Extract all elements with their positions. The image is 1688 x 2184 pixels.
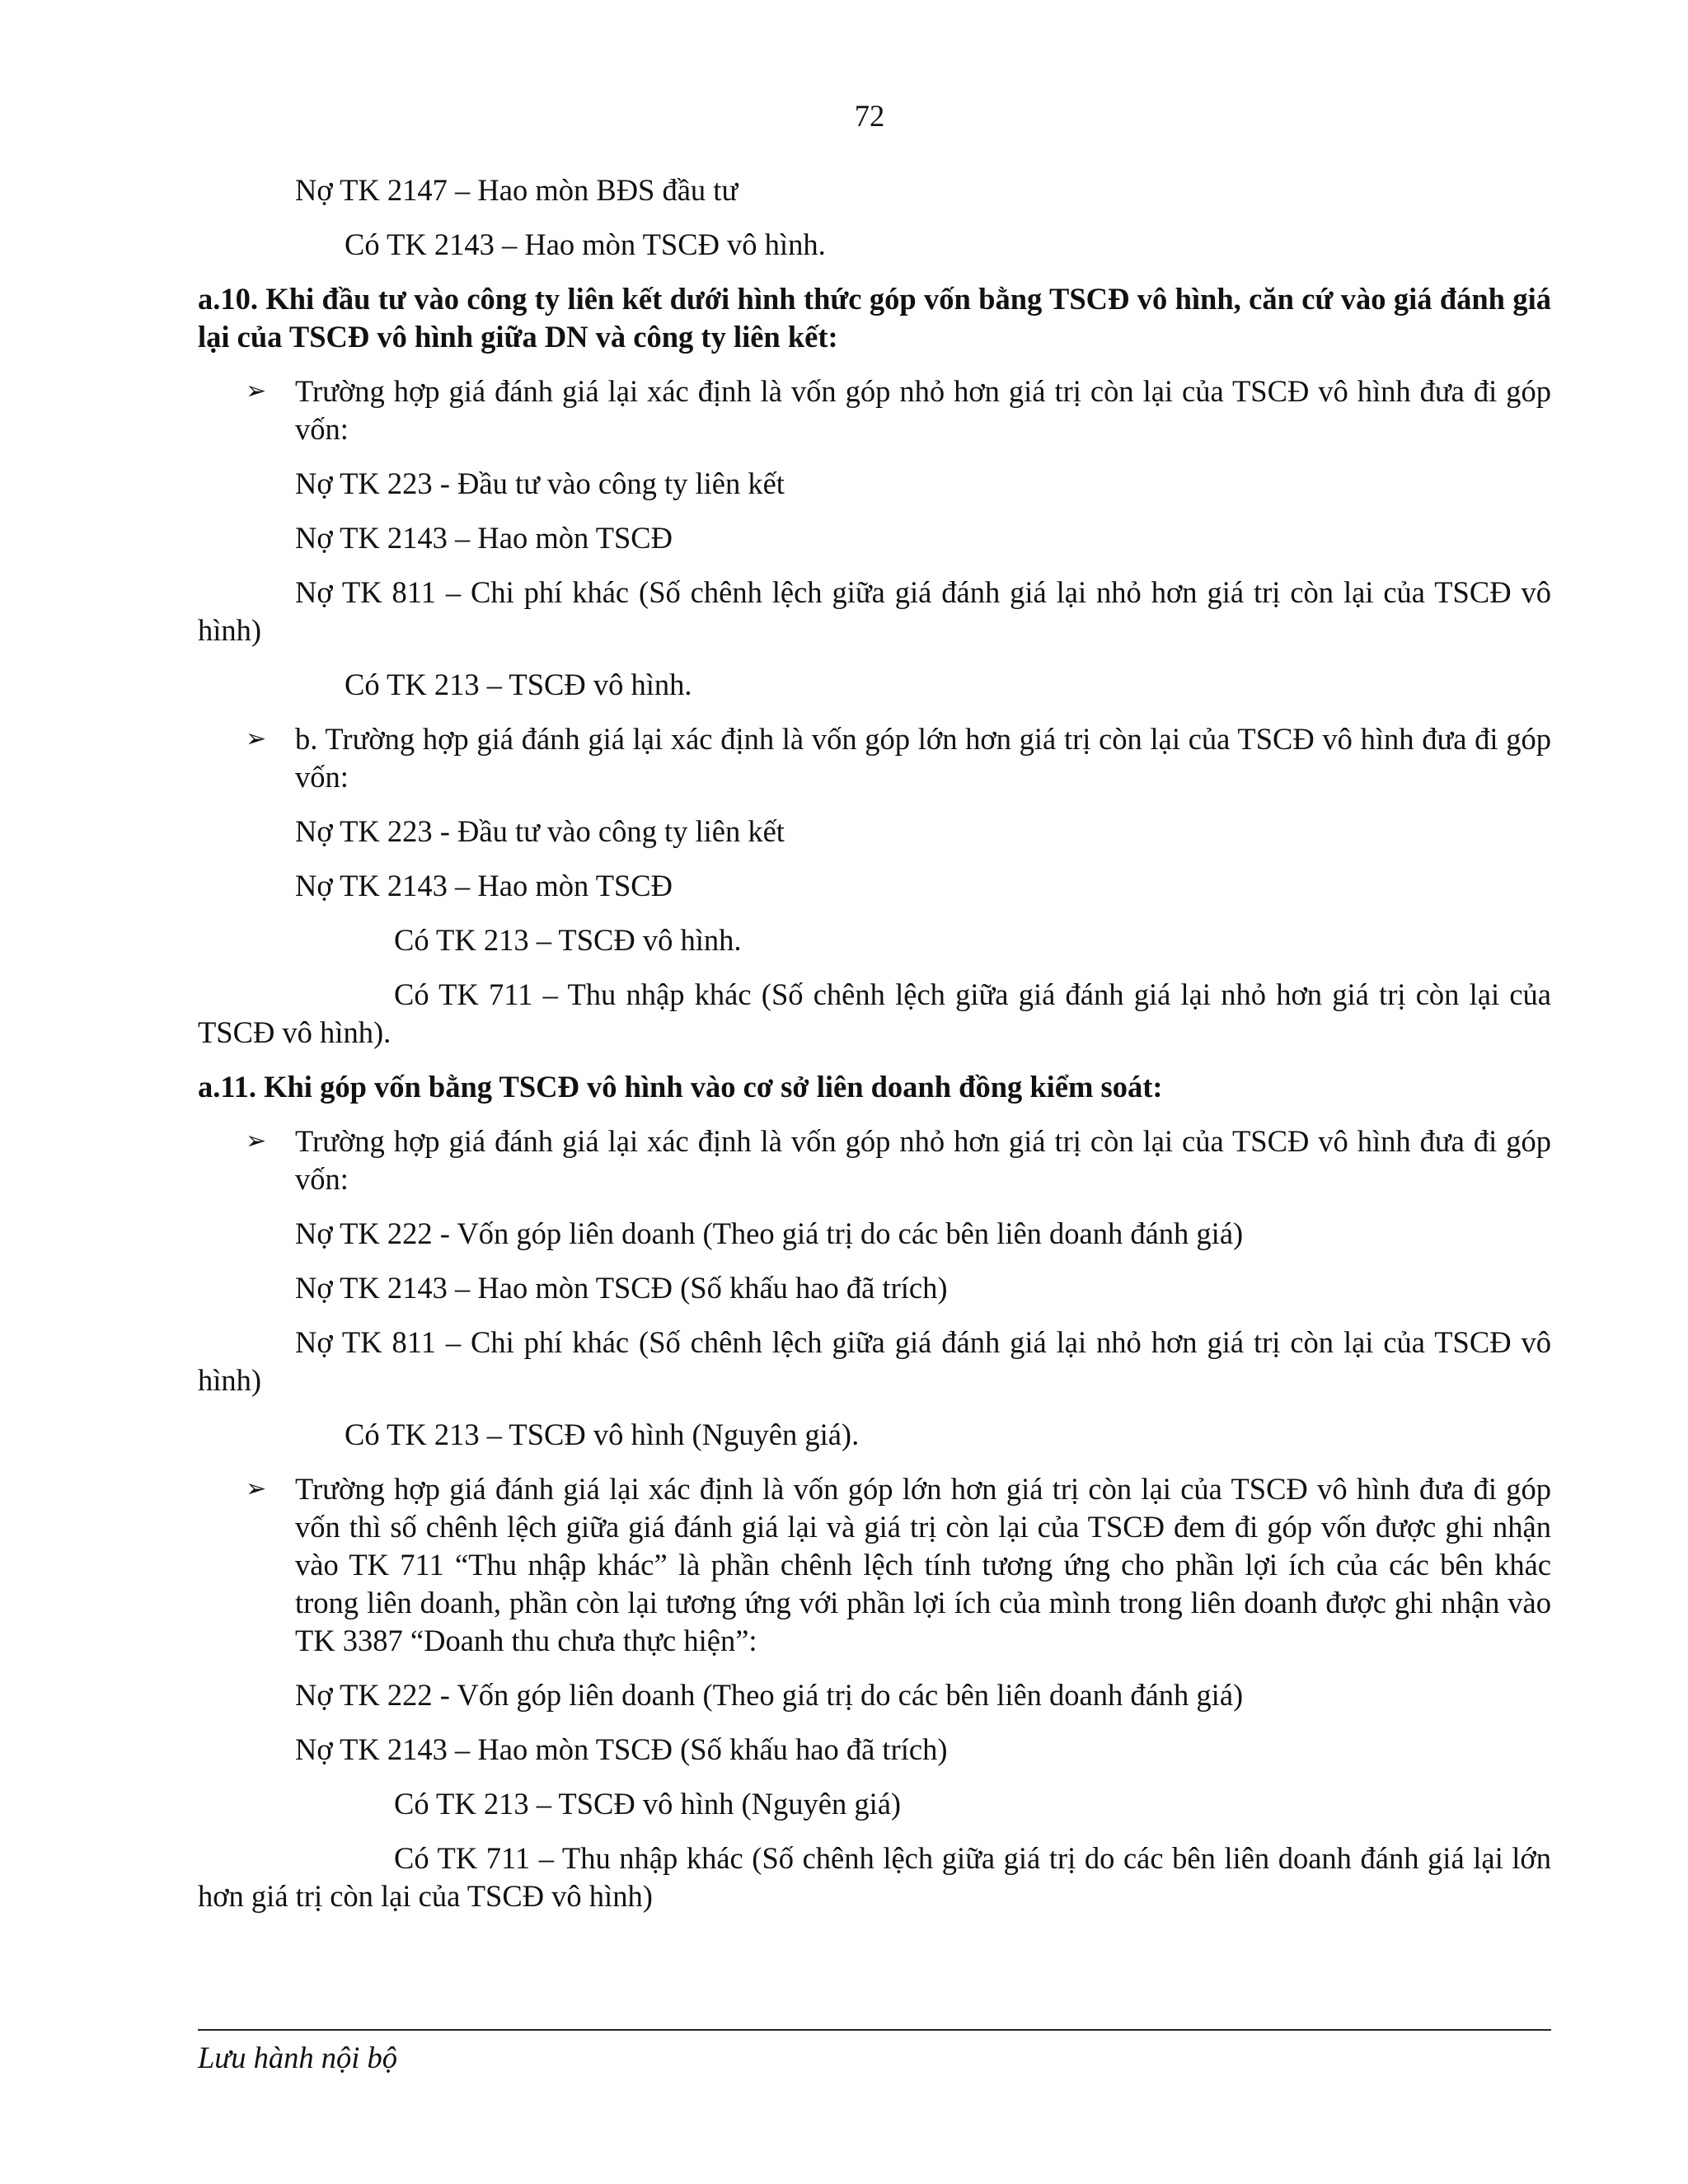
entry-line: Nợ TK 2143 – Hao mòn TSCĐ (Số khấu hao đã trích) [295,1271,948,1305]
entry-line: Có TK 213 – TSCĐ vô hình (Nguyên giá) [394,1787,902,1821]
arrow-bullet-icon: ➢ [246,377,267,405]
entry-line: Nợ TK 223 - Đầu tư vào công ty liên kết [295,814,785,848]
footer-text: Lưu hành nội bộ [198,2041,397,2074]
bullet-text: Trường hợp giá đánh giá lại xác định là vốn góp lớn hơn giá trị còn lại của TSCĐ vô hình đưa đi góp vốn thì số chênh lệch giữa giá đánh giá lại và giá trị còn lại của TSCĐ đem đi góp vốn được ghi nhận vào TK 711 “Thu nhập khác” là phần chênh lệch tính tương ứng cho phần lợi ích của các bên khác trong liên doanh, phần còn lại tương ứng với phần lợi ích của mình trong liên doanh được ghi nhận vào TK 3387 “Doanh thu chưa thực hiện”: [295,1472,1551,1657]
entry-line: Có TK 213 – TSCĐ vô hình (Nguyên giá). [345,1418,860,1451]
bullet-text: Trường hợp giá đánh giá lại xác định là vốn góp nhỏ hơn giá trị còn lại của TSCĐ vô hình đưa đi góp vốn: [295,374,1551,446]
entry-line: Nợ TK 2143 – Hao mòn TSCĐ [295,521,673,555]
entry-line: Nợ TK 811 – Chi phí khác (Số chênh lệch giữa giá đánh giá lại nhỏ hơn giá trị còn lại của TSCĐ vô hình) [198,1325,1551,1397]
entry-line: Nợ TK 2147 – Hao mòn BĐS đầu tư [295,173,738,207]
arrow-bullet-icon: ➢ [246,1127,267,1155]
bullet-text: b. Trường hợp giá đánh giá lại xác định là vốn góp lớn hơn giá trị còn lại của TSCĐ vô hình đưa đi góp vốn: [295,722,1551,794]
bullet-item [198,373,1551,448]
footer-divider [198,2029,1551,2031]
entry-line: Có TK 711 – Thu nhập khác (Số chênh lệch giữa giá trị do các bên liên doanh đánh giá lại lớn hơn giá trị còn lại của TSCĐ vô hình) [198,1841,1551,1913]
entry-line: Có TK 213 – TSCĐ vô hình. [345,668,692,701]
page-number: 72 [854,99,885,133]
section-heading-a10: a.10. Khi đầu tư vào công ty liên kết dưới hình thức góp vốn bằng TSCĐ vô hình, căn cứ vào giá đánh giá lại của TSCĐ vô hình giữa DN và công ty liên kết: [198,282,1551,354]
bullet-item [198,1470,1551,1660]
entry-line: Có TK 213 – TSCĐ vô hình. [394,923,742,957]
bullet-text: Trường hợp giá đánh giá lại xác định là vốn góp nhỏ hơn giá trị còn lại của TSCĐ vô hình đưa đi góp vốn: [295,1124,1551,1196]
arrow-bullet-icon: ➢ [246,725,267,752]
entry-line: Có TK 711 – Thu nhập khác (Số chênh lệch giữa giá đánh giá lại nhỏ hơn giá trị còn lại của TSCĐ vô hình). [198,977,1551,1049]
entry-line: Nợ TK 222 - Vốn góp liên doanh (Theo giá trị do các bên liên doanh đánh giá) [295,1216,1244,1250]
section-heading-a11: a.11. Khi góp vốn bằng TSCĐ vô hình vào cơ sở liên doanh đồng kiểm soát: [198,1070,1163,1104]
entry-line: Nợ TK 2143 – Hao mòn TSCĐ (Số khấu hao đã trích) [295,1732,948,1766]
bullet-item [198,1122,1551,1198]
entry-line: Nợ TK 222 - Vốn góp liên doanh (Theo giá trị do các bên liên doanh đánh giá) [295,1678,1244,1712]
entry-line: Nợ TK 811 – Chi phí khác (Số chênh lệch giữa giá đánh giá lại nhỏ hơn giá trị còn lại của TSCĐ vô hình) [198,575,1551,647]
entry-line: Có TK 2143 – Hao mòn TSCĐ vô hình. [345,227,826,261]
bullet-item [198,720,1551,796]
arrow-bullet-icon: ➢ [246,1475,267,1502]
entry-line: Nợ TK 223 - Đầu tư vào công ty liên kết [295,466,785,500]
entry-line: Nợ TK 2143 – Hao mòn TSCĐ [295,869,673,902]
page-content [198,171,1551,1932]
